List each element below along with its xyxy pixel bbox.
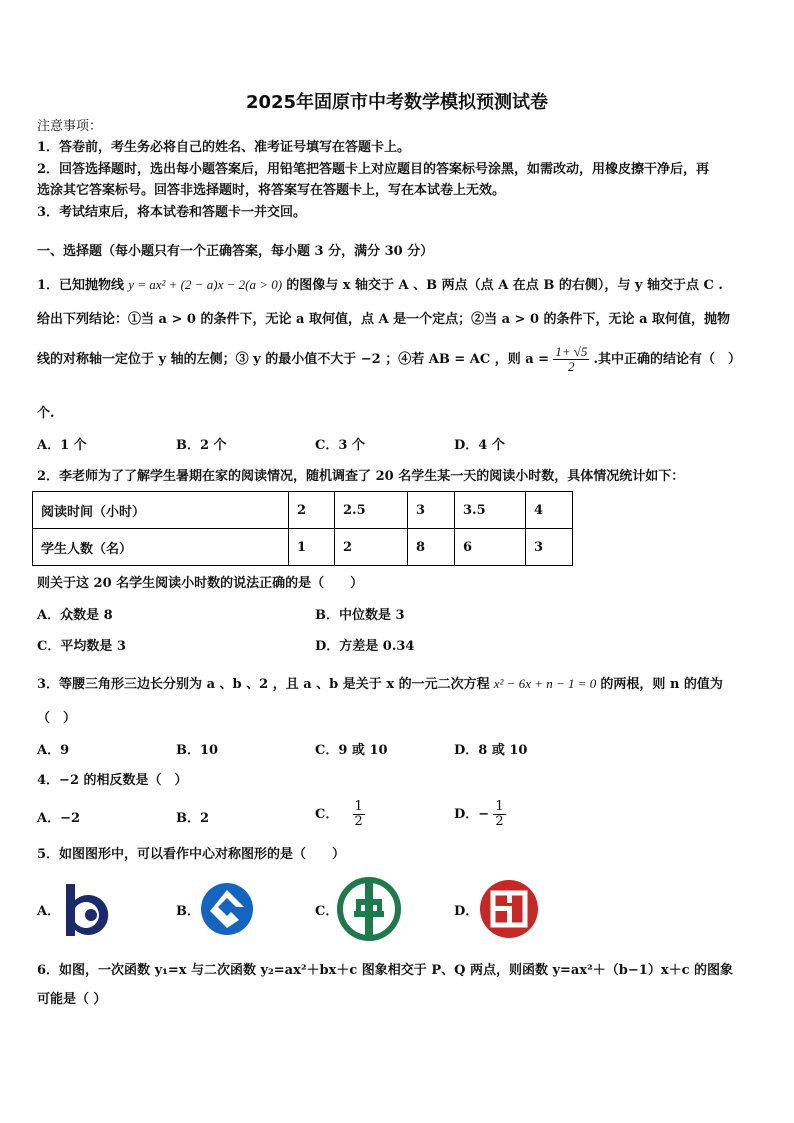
bank-logo-swirl-icon [198, 878, 256, 940]
q4-frac-d-num: 1 [495, 799, 504, 814]
q4-option-c [315, 800, 365, 829]
q1-line-3-end: .其中正确的结论有（ ） [593, 352, 742, 367]
q5-label-a: A． [37, 904, 61, 919]
table-row [33, 529, 573, 566]
table-cell: 8 [408, 529, 455, 566]
notice-item-3: 3．考试结束后，将本试卷和答题卡一并交回。 [37, 205, 307, 220]
q4-option-d-label: D．− [454, 807, 490, 822]
q3-prefix: 3．等腰三角形三边长分别为 a 、b 、2 ，且 a 、b 是关于 x 的一元二次方程 [37, 677, 490, 692]
table-cell: 1 [289, 529, 335, 566]
table-cell: 4 [526, 492, 573, 529]
table-row [33, 492, 573, 529]
q1-option-d: D．4 个 [454, 438, 505, 453]
notice-item-1: 1．答卷前，考生务必将自己的姓名、准考证号填写在答题卡上。 [37, 140, 411, 155]
q4-option-a: A．−2 [37, 811, 81, 826]
q3-line-2: （ ） [37, 711, 77, 726]
table-cell: 3 [526, 529, 573, 566]
q5-stem: 5．如图图形中，可以看作中心对称图形的是（ ） [37, 847, 346, 862]
page-title: 2025年固原市中考数学模拟预测试卷 [245, 92, 549, 113]
q1-option-b: B．2 个 [176, 438, 227, 453]
q5-label-d: D． [454, 904, 479, 919]
q1-frac-num: 1+ √5 [555, 344, 588, 359]
table-cell: 3.5 [455, 492, 526, 529]
notice-heading: 注意事项： [37, 119, 103, 134]
q3-suffix: 的两根，则 n 的值为 [600, 677, 723, 692]
q2-question: 则关于这 20 名学生阅读小时数的说法正确的是（ ） [37, 576, 364, 591]
q4-option-d [454, 800, 506, 829]
q4-fraction-c [353, 800, 365, 829]
q2-stem: 2．李老师为了了解学生暑期在家的阅读情况，随机调查了 20 名学生某一天的阅读小时数，具体情况统计如下： [37, 469, 685, 484]
q6-line-2: 可能是（ ） [37, 992, 107, 1007]
q3-option-a: A．9 [37, 743, 70, 758]
q1-prefix: 1．已知抛物线 [37, 278, 125, 293]
q4-frac-c-num: 1 [354, 799, 363, 814]
q1-line-1 [37, 276, 723, 295]
q4-frac-d-den: 2 [495, 814, 504, 829]
q4-stem: 4．−2 的相反数是（ ） [37, 773, 188, 788]
q1-frac-den: 2 [568, 359, 575, 374]
table-cell: 学生人数（名） [33, 529, 289, 566]
q3-formula: x² − 6x + n − 1 = 0 [493, 676, 597, 691]
q3-option-c: C．9 或 10 [315, 743, 388, 758]
reading-table [32, 491, 573, 566]
q1-line-4: 个. [37, 406, 55, 421]
q1-line-3 [37, 345, 741, 374]
q3-option-b: B．10 [176, 743, 219, 758]
table-cell: 2.5 [335, 492, 408, 529]
bank-logo-b-icon [60, 878, 122, 942]
table-cell: 6 [455, 529, 526, 566]
q2-option-d: D．方差是 0.34 [315, 639, 415, 654]
q1-fraction [553, 345, 589, 374]
table-cell: 2 [289, 492, 335, 529]
q1-option-a: A．1 个 [37, 438, 87, 453]
q2-option-b: B．中位数是 3 [315, 608, 405, 623]
q1-option-c: C．3 个 [315, 438, 365, 453]
q4-option-b: B．2 [176, 811, 210, 826]
notice-item-2-cont: 选涂其它答案标号。回答非选择题时，将答案写在答题卡上，写在本试卷上无效。 [37, 183, 506, 198]
q4-option-c-label: C． [315, 807, 339, 822]
bank-logo-coin-icon [336, 875, 402, 943]
table-cell: 3 [408, 492, 455, 529]
q3-line-1 [37, 675, 723, 694]
q2-option-a: A．众数是 8 [37, 608, 113, 623]
notice-item-2: 2．回答选择题时，选出每小题答案后，用铅笔把答题卡上对应题目的答案标号涂黑，如需改动，用橡皮擦干净后，再 [37, 162, 710, 177]
q1-line-3-text: 线的对称轴一定位于 y 轴的左侧；③ y 的最小值不大于 −2 ；④若 AB = AC ，则 a = [37, 352, 550, 367]
section-heading: 一、选择题（每小题只有一个正确答案，每小题 3 分，满分 30 分） [37, 244, 434, 259]
q6-line-1: 6．如图，一次函数 y₁=x 与二次函数 y₂=ax²＋bx＋c 图象相交于 P、Q 两点，则函数 y=ax²＋（b−1）x＋c 的图象 [37, 963, 734, 978]
bank-logo-square-icon [476, 877, 542, 941]
q5-label-c: C． [315, 904, 339, 919]
q1-line-2: 给出下列结论：①当 a > 0 的条件下，无论 a 取何值，点 A 是一个定点；②当 a > 0 的条件下，无论 a 取何值，抛物 [37, 312, 731, 327]
q1-suffix: 的图像与 x 轴交于 A 、B 两点（点 A 在点 B 的右侧），与 y 轴交于点 C . [286, 278, 723, 293]
q4-fraction-d [493, 800, 505, 829]
q1-formula: y = ax² + (2 − a)x − 2(a > 0) [128, 277, 283, 292]
table-cell: 阅读时间（小时） [33, 492, 289, 529]
q2-option-c: C．平均数是 3 [37, 639, 126, 654]
q3-option-d: D．8 或 10 [454, 743, 528, 758]
q4-frac-c-den: 2 [354, 814, 363, 829]
q5-label-b: B． [176, 904, 200, 919]
table-cell: 2 [335, 529, 408, 566]
